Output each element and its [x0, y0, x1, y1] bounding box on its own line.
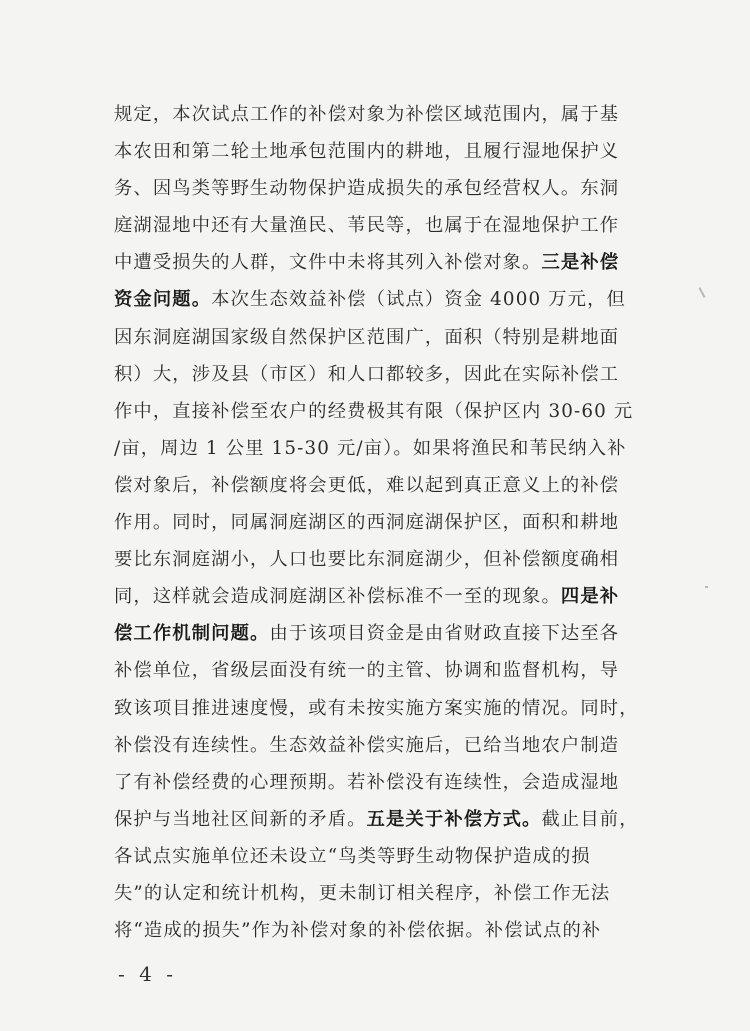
body-text-segment: 了有补偿经费的心理预期。若补偿没有连续性，会造成湿地	[114, 771, 620, 793]
text-line	[114, 578, 634, 615]
body-text-segment: 本农田和第二轮土地承包范围内的耕地，且履行湿地保护义	[114, 141, 620, 163]
body-text-segment: 要比东洞庭湖小，人口也要比东洞庭湖少，但补偿额度确相	[114, 549, 620, 571]
bold-heading-text: 五是关于补偿方式。	[366, 808, 542, 830]
text-line	[114, 356, 634, 393]
body-text-segment: 保护与当地社区间新的矛盾。	[114, 808, 367, 830]
body-text-segment: 偿对象后，补偿额度将会更低，难以起到真正意义上的补偿	[114, 474, 620, 496]
text-line	[114, 690, 639, 727]
body-text-segment: 各试点实施单位还未设立“鸟类等野生动物保护造成的损	[114, 845, 591, 867]
text-line	[114, 207, 634, 244]
text-line	[114, 727, 634, 764]
body-text-segment: 补偿单位，省级层面没有统一的主管、协调和监督机构，导	[114, 660, 620, 682]
body-text-segment: 补偿没有连续性。生态效益补偿实施后，已给当地农户制造	[114, 734, 620, 756]
text-line	[114, 319, 634, 356]
bold-heading-text: 偿工作机制问题。	[114, 623, 270, 645]
text-line	[114, 430, 634, 467]
text-line	[114, 244, 634, 281]
bold-heading-text: 三是补偿	[541, 252, 620, 274]
document-body-text	[114, 96, 639, 949]
body-text-segment: 务、因鸟类等野生动物保护造成损失的承包经营权人。东洞	[114, 178, 620, 200]
text-line	[114, 912, 634, 949]
body-text-segment: /亩，周边 1 公里 15-30 元/亩）。如果将渔民和苇民纳入补	[114, 437, 627, 459]
text-line	[114, 652, 634, 689]
body-text-segment: 作用。同时，同属洞庭湖区的西洞庭湖保护区，面积和耕地	[114, 512, 620, 534]
scan-mark	[705, 586, 708, 588]
text-line	[114, 801, 639, 838]
body-text-segment: 由于该项目资金是由省财政直接下达至各	[269, 623, 620, 645]
body-text-segment: 积）大，涉及县（市区）和人口都较多，因此在实际补偿工	[114, 363, 620, 385]
text-line	[114, 764, 634, 801]
body-text-segment: 本次生态效益补偿（试点）资金 4000 万元，但	[211, 289, 626, 311]
bold-heading-text: 四是补	[560, 586, 620, 608]
body-text-segment: 作中，直接补偿至农户的经费极其有限（保护区内 30-60 元	[114, 400, 634, 422]
text-line	[114, 615, 634, 652]
text-line	[114, 133, 634, 170]
text-line	[114, 96, 634, 133]
body-text-segment: 失”的认定和统计机构，更未制订相关程序，补偿工作无法	[114, 882, 611, 904]
text-line	[114, 281, 634, 318]
text-line	[114, 467, 634, 504]
body-text-segment: 同，这样就会造成洞庭湖区补偿标准不一至的现象。	[114, 586, 561, 608]
body-text-segment: 因东洞庭湖国家级自然保护区范围广，面积（特别是耕地面	[114, 326, 620, 348]
text-line	[114, 541, 634, 578]
body-text-segment: 致该项目推进速度慢，或有未按实施方案实施的情况。同时，	[114, 697, 639, 719]
body-text-segment: 将“造成的损失”作为补偿对象的补偿依据。补偿试点的补	[114, 920, 602, 942]
scan-mark	[699, 287, 706, 298]
text-line	[114, 875, 634, 912]
page-number: - 4 -	[118, 962, 177, 986]
bold-heading-text: 资金问题。	[114, 289, 212, 311]
body-text-segment: 中遭受损失的人群，文件中未将其列入补偿对象。	[114, 252, 542, 274]
text-line	[114, 170, 634, 207]
text-line	[114, 393, 634, 430]
body-text-segment: 截止目前，	[541, 808, 639, 830]
body-text-segment: 规定，本次试点工作的补偿对象为补偿区域范围内，属于基	[114, 104, 620, 125]
body-text-segment: 庭湖湿地中还有大量渔民、苇民等，也属于在湿地保护工作	[114, 215, 620, 237]
text-line	[114, 504, 634, 541]
text-line	[114, 838, 634, 875]
